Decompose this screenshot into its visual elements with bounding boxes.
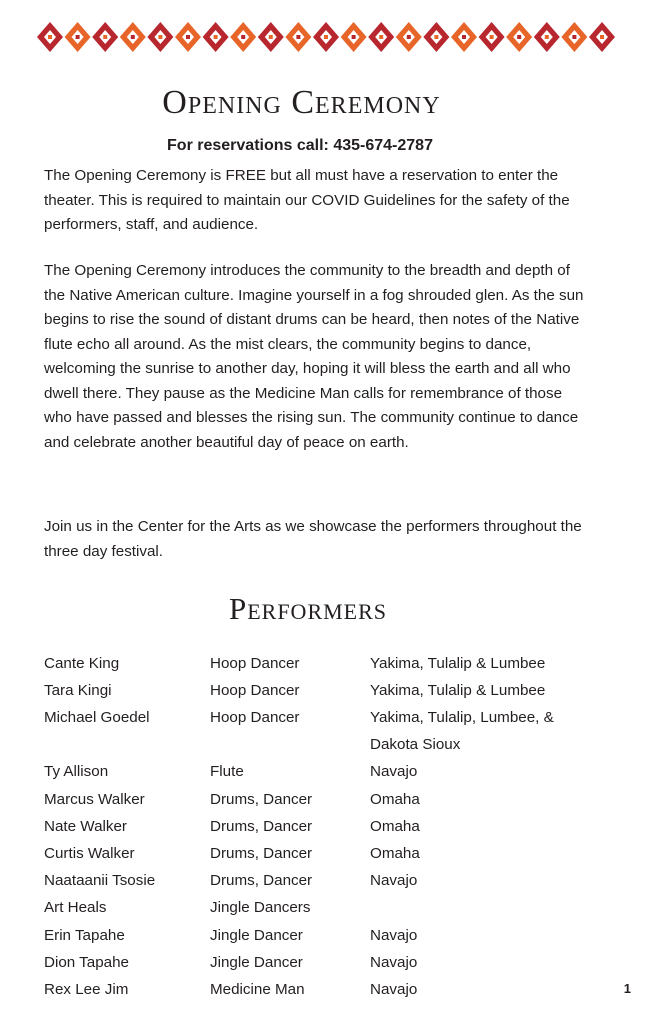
performer-name: Michael Goedel bbox=[44, 709, 150, 727]
performer-row bbox=[44, 922, 590, 949]
performer-row bbox=[44, 786, 590, 813]
performer-row bbox=[44, 976, 590, 1003]
performer-name: Rex Lee Jim bbox=[44, 980, 129, 998]
border-motif bbox=[479, 22, 505, 52]
performer-role: Hoop Dancer bbox=[210, 709, 300, 727]
border-motif bbox=[341, 22, 367, 52]
border-motif bbox=[203, 22, 229, 52]
performer-row bbox=[44, 813, 590, 840]
border-motif bbox=[230, 22, 256, 52]
performer-name: Cante King bbox=[44, 655, 120, 672]
performer-role: Drums, Dancer bbox=[210, 872, 313, 890]
border-motif bbox=[396, 22, 422, 52]
border-motif bbox=[92, 22, 118, 52]
performer-name: Curtis Walker bbox=[44, 844, 135, 862]
performers-heading: Performers bbox=[228, 591, 388, 626]
performer-row bbox=[44, 758, 590, 785]
border-motif bbox=[313, 22, 339, 52]
performer-role: Jingle Dancers bbox=[210, 899, 311, 917]
border-motif bbox=[368, 22, 394, 52]
performer-tribe: Omaha bbox=[370, 844, 420, 862]
performer-role: Jingle Dancer bbox=[210, 953, 303, 971]
performer-role: Drums, Dancer bbox=[210, 844, 313, 862]
reservation-line: For reservations call: 435-674-2787 bbox=[167, 137, 433, 154]
performer-tribe: Yakima, Tulalip & Lumbee bbox=[370, 655, 546, 672]
performer-row bbox=[44, 840, 590, 867]
performer-tribe: Navajo bbox=[370, 953, 418, 971]
performer-tribe bbox=[370, 894, 590, 921]
performer-name: Naataanii Tsosie bbox=[44, 872, 156, 890]
performer-row bbox=[44, 867, 590, 894]
border-motif bbox=[37, 22, 63, 52]
performer-name: Ty Allison bbox=[44, 763, 109, 781]
paragraph-join-us: Join us in the Center for the Arts as we showcase the performers throughout the three day festival. bbox=[44, 518, 582, 560]
border-motif bbox=[285, 22, 311, 52]
border-motif bbox=[258, 22, 284, 52]
border-motif bbox=[451, 22, 477, 52]
border-motif bbox=[423, 22, 449, 52]
performer-role: Jingle Dancer bbox=[210, 926, 303, 944]
performers-table bbox=[44, 650, 590, 1003]
border-motif bbox=[65, 22, 91, 52]
border-motif bbox=[561, 22, 587, 52]
performer-tribe: Yakima, Tulalip, Lumbee, & Dakota Sioux bbox=[370, 709, 554, 754]
performer-role: Flute bbox=[210, 763, 244, 781]
border-motif bbox=[506, 22, 532, 52]
decorative-border bbox=[36, 20, 617, 54]
performer-name: Dion Tapahe bbox=[44, 953, 130, 971]
border-motif bbox=[120, 22, 146, 52]
performer-row bbox=[44, 677, 590, 704]
border-motif bbox=[534, 22, 560, 52]
performer-name: Marcus Walker bbox=[44, 790, 145, 808]
performer-tribe: Omaha bbox=[370, 817, 420, 835]
paragraph-ceremony-description: The Opening Ceremony introduces the community to the breadth and depth of the Native American culture. Imagine yourself in a fog shrouded glen. As the sun begins to rise the sound of distant drums can be heard, then notes of the Native flute echo all around. As the mist clears, the community begins to dance, welcoming the sunrise to another day, hoping it will bless the earth and all who dwell there. They pause as the Medicine Man calls for remembrance of those who have passed and blesses the rising sun. The community continue to dance and celebrate another beautiful day of peace on earth. bbox=[44, 262, 584, 451]
performer-role: Hoop Dancer bbox=[210, 682, 300, 700]
performer-tribe: Navajo bbox=[370, 926, 418, 944]
performer-name: Tara Kingi bbox=[44, 682, 112, 700]
border-motif bbox=[589, 22, 615, 52]
performer-tribe: Yakima, Tulalip & Lumbee bbox=[370, 682, 546, 700]
border-motif bbox=[175, 22, 201, 52]
opening-ceremony-heading: Opening Ceremony bbox=[162, 84, 441, 121]
performer-role: Medicine Man bbox=[210, 980, 305, 998]
border-motif bbox=[147, 22, 173, 52]
performer-name: Erin Tapahe bbox=[44, 926, 125, 944]
performer-row bbox=[44, 650, 590, 677]
performer-row bbox=[44, 704, 590, 758]
performer-tribe: Navajo bbox=[370, 763, 418, 781]
performer-tribe: Navajo bbox=[370, 980, 418, 998]
paragraph-reservation-info: The Opening Ceremony is FREE but all must have a reservation to enter the theater. This is required to maintain our COVID Guidelines for the safety of the performers, staff, and audience. bbox=[44, 167, 570, 233]
performer-role: Drums, Dancer bbox=[210, 817, 313, 835]
performer-role: Drums, Dancer bbox=[210, 790, 313, 808]
performer-name: Art Heals bbox=[44, 899, 107, 917]
performer-tribe: Navajo bbox=[370, 872, 418, 890]
performer-row bbox=[44, 894, 590, 921]
performer-tribe: Omaha bbox=[370, 790, 420, 808]
page-number: 1 bbox=[623, 981, 631, 996]
performer-row bbox=[44, 949, 590, 976]
performer-role: Hoop Dancer bbox=[210, 655, 300, 672]
performer-name: Nate Walker bbox=[44, 817, 127, 835]
